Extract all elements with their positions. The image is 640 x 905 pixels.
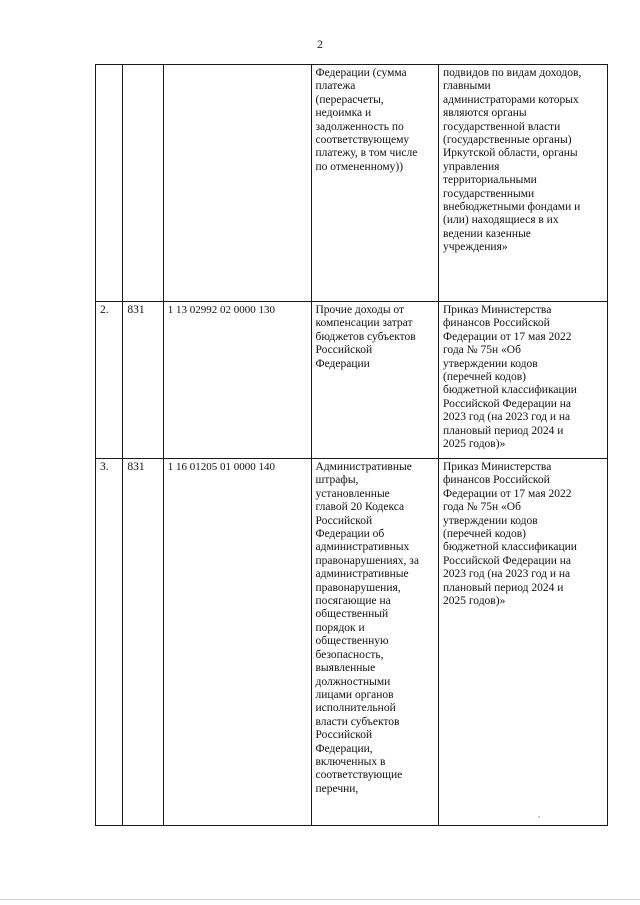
legal-basis: подвидов по видам доходов, главными администраторами которых являются органы государственной власти (государственные органы) Иркутской области, органы управления территориальными государственными внебюджетными фондами и (или) находящиеся в их ведении казенные учреждения» [442, 67, 582, 254]
admin-code-cell [123, 65, 163, 302]
budget-code: 1 16 01205 01 0000 140 [167, 461, 276, 473]
row-number: 2. [100, 304, 109, 316]
admin-code-cell [123, 302, 163, 459]
admin-code: 831 [127, 461, 145, 473]
budget-code-cell [163, 65, 311, 302]
legal-basis-cell [438, 65, 607, 302]
row-number-cell [96, 302, 123, 459]
revenue-name-cell [311, 302, 438, 459]
table-row [96, 65, 608, 302]
table-row [96, 302, 608, 459]
legal-basis-cell [438, 459, 607, 826]
admin-code-cell [123, 459, 163, 826]
revenue-name-cell [311, 65, 438, 302]
legal-basis: Приказ Министерства финансов Российской Федерации от 17 мая 2022 года № 75н «Об утверждении кодов (перечней кодов) бюджетной классификации Российской Федерации на 2023 год (на 2023 год и на плановый период 2024 и 2025 годов)» [442, 461, 577, 608]
table-row [96, 459, 608, 826]
legal-basis: Приказ Министерства финансов Российской Федерации от 17 мая 2022 года № 75н «Об утверждении кодов (перечней кодов) бюджетной классификации Российской Федерации на 2023 год (на 2023 год и на плановый период 2024 и 2025 годов)» [442, 304, 577, 451]
revenue-codes-table [95, 64, 608, 826]
revenue-name: Административные штрафы, установленные главой 20 Кодекса Российской Федерации об административных правонарушениях, за административные правонарушения, посягающие на общественный порядок и общественную безопасность, выявленные должностными лицами органов исполнительной власти субъектов Российской Федерации, включенных в соответствующие перечни, [315, 461, 419, 795]
scan-speck [538, 816, 540, 818]
row-number-cell [96, 459, 123, 826]
budget-code-cell [163, 459, 311, 826]
admin-code: 831 [127, 304, 145, 316]
budget-code: 1 13 02992 02 0000 130 [167, 304, 276, 316]
revenue-name: Федерации (сумма платежа (перерасчеты, недоимка и задолженность по соответствующему платежу, в том числе по отмененному)) [315, 67, 418, 173]
row-number-cell [96, 65, 123, 302]
page-number: 2 [317, 37, 323, 51]
legal-basis-cell [438, 302, 607, 459]
revenue-name-cell [311, 459, 438, 826]
revenue-name: Прочие доходы от компенсации затрат бюджетов субъектов Российской Федерации [315, 304, 416, 370]
budget-code-cell [163, 302, 311, 459]
row-number: 3. [100, 461, 109, 473]
scan-edge-line [0, 899, 640, 900]
